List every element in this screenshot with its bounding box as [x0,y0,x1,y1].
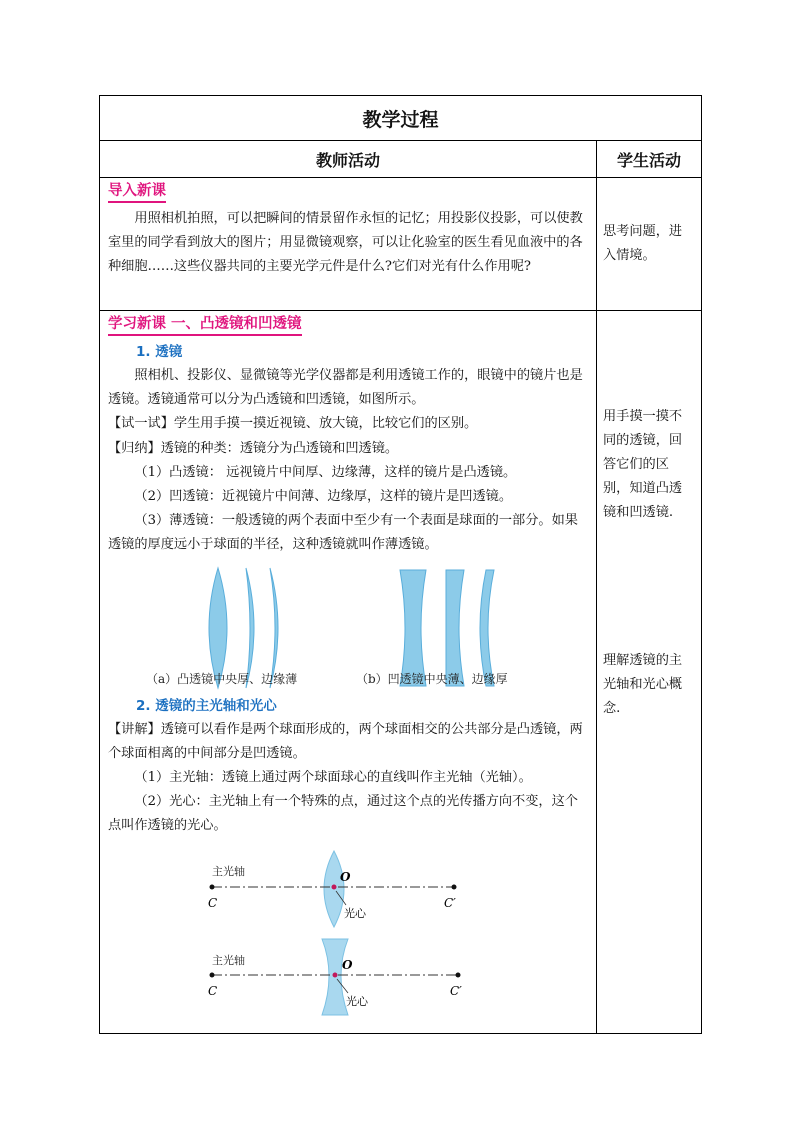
lesson-heading: 学习新课 一、凸透镜和凹透镜 [108,314,302,336]
intro-student-cell [597,178,702,311]
label-c-2: C [208,983,218,998]
axis-label-2: 主光轴 [212,953,245,967]
intro-paragraph: 用照相机拍照，可以把瞬间的情景留作永恒的记忆；用投影仪投影，可以使教室里的同学看到放大的图片；用显微镜观察，可以让化验室的医生看见血液中的各种细胞……这些仪器共同的主要光学元件是什么?它们对光有什么作用呢? [108,211,583,275]
caption-concave: （b）凹透镜中央薄、边缘厚 [356,671,508,686]
lesson-paragraph-3: 【归纳】透镜的种类：透镜分为凸透镜和凹透镜。 [108,440,399,456]
planoconcave-lens-shape [446,570,464,686]
lesson-paragraph-1: 照相机、投影仪、显微镜等光学仪器都是利用透镜工作的，眼镜中的镜片也是透镜。透镜通常可以分为凸透镜和凹透镜，如图所示。 [108,368,583,408]
principal-axis-diagram [108,839,588,1029]
axis-label-1: 主光轴 [212,864,245,878]
label-c2-2: C′ [450,983,462,998]
lesson-paragraph-5: （2）凹透镜：近视镜片中间薄、边缘厚，这样的镜片是凹透镜。 [134,489,513,505]
intro-teacher-cell [100,178,597,311]
optical-center-1 [332,884,337,889]
lens-types-figure [108,558,588,690]
label-o-1: O [340,869,351,884]
caption-convex: （a）凸透镜中央厚、边缘薄 [146,671,298,686]
meniscus-concave-lens-shape [480,570,494,686]
intro-student-text: 思考问题，进入情境。 [603,224,683,263]
student-column-header: 学生活动 [597,141,702,178]
optical-center-2 [333,972,338,977]
biconcave-lens-shape [400,570,426,686]
lesson-paragraph-4: （1）凸透镜： 远视镜片中间厚、边缘薄，这样的镜片是凸透镜。 [134,464,517,480]
lesson-paragraph-9: （2）光心：主光轴上有一个特殊的点，通过这个点的光传播方向不变，这个点叫作透镜的光心。 [108,794,578,834]
lesson-paragraph-6: （3）薄透镜：一般透镜的两个表面中至少有一个表面是球面的一部分。如果透镜的厚度远小于球面的半径，这种透镜就叫作薄透镜。 [108,513,578,553]
point-c2-1 [452,884,457,889]
point-c-1 [210,884,215,889]
subheading-lens: 1. 透镜 [136,344,183,360]
center-label-2: 光心 [346,994,368,1008]
point-c2-2 [456,972,461,977]
point-c-2 [210,972,215,977]
label-c2-1: C′ [444,895,456,910]
lesson-paragraph-8: （1）主光轴：透镜上通过两个球面球心的直线叫作主光轴（光轴）。 [134,770,532,786]
lesson-student-text-1: 用手摸一摸不同的透镜，回答它们的区别，知道凸透镜和凹透镜. [603,409,683,520]
label-o-2: O [342,957,353,972]
lesson-paragraph-2: 【试一试】学生用手摸一摸近视镜、放大镜，比较它们的区别。 [108,416,478,432]
lesson-teacher-cell [100,311,597,1034]
table-title: 教学过程 [100,96,702,141]
center-label-1: 光心 [344,906,366,920]
teacher-column-header: 教师活动 [100,141,597,178]
axis-figure [108,839,588,1029]
lesson-student-text-2: 理解透镜的主光轴和光心概念. [603,653,683,716]
lesson-student-cell [597,311,702,1034]
intro-heading: 导入新课 [108,181,166,203]
lesson-table [99,95,702,1034]
lesson-paragraph-7: 【讲解】透镜可以看作是两个球面形成的，两个球面相交的公共部分是凸透镜，两个球面相离的中间部分是凹透镜。 [108,721,583,761]
label-c-1: C [208,895,218,910]
subheading-axis: 2. 透镜的主光轴和光心 [136,697,277,714]
